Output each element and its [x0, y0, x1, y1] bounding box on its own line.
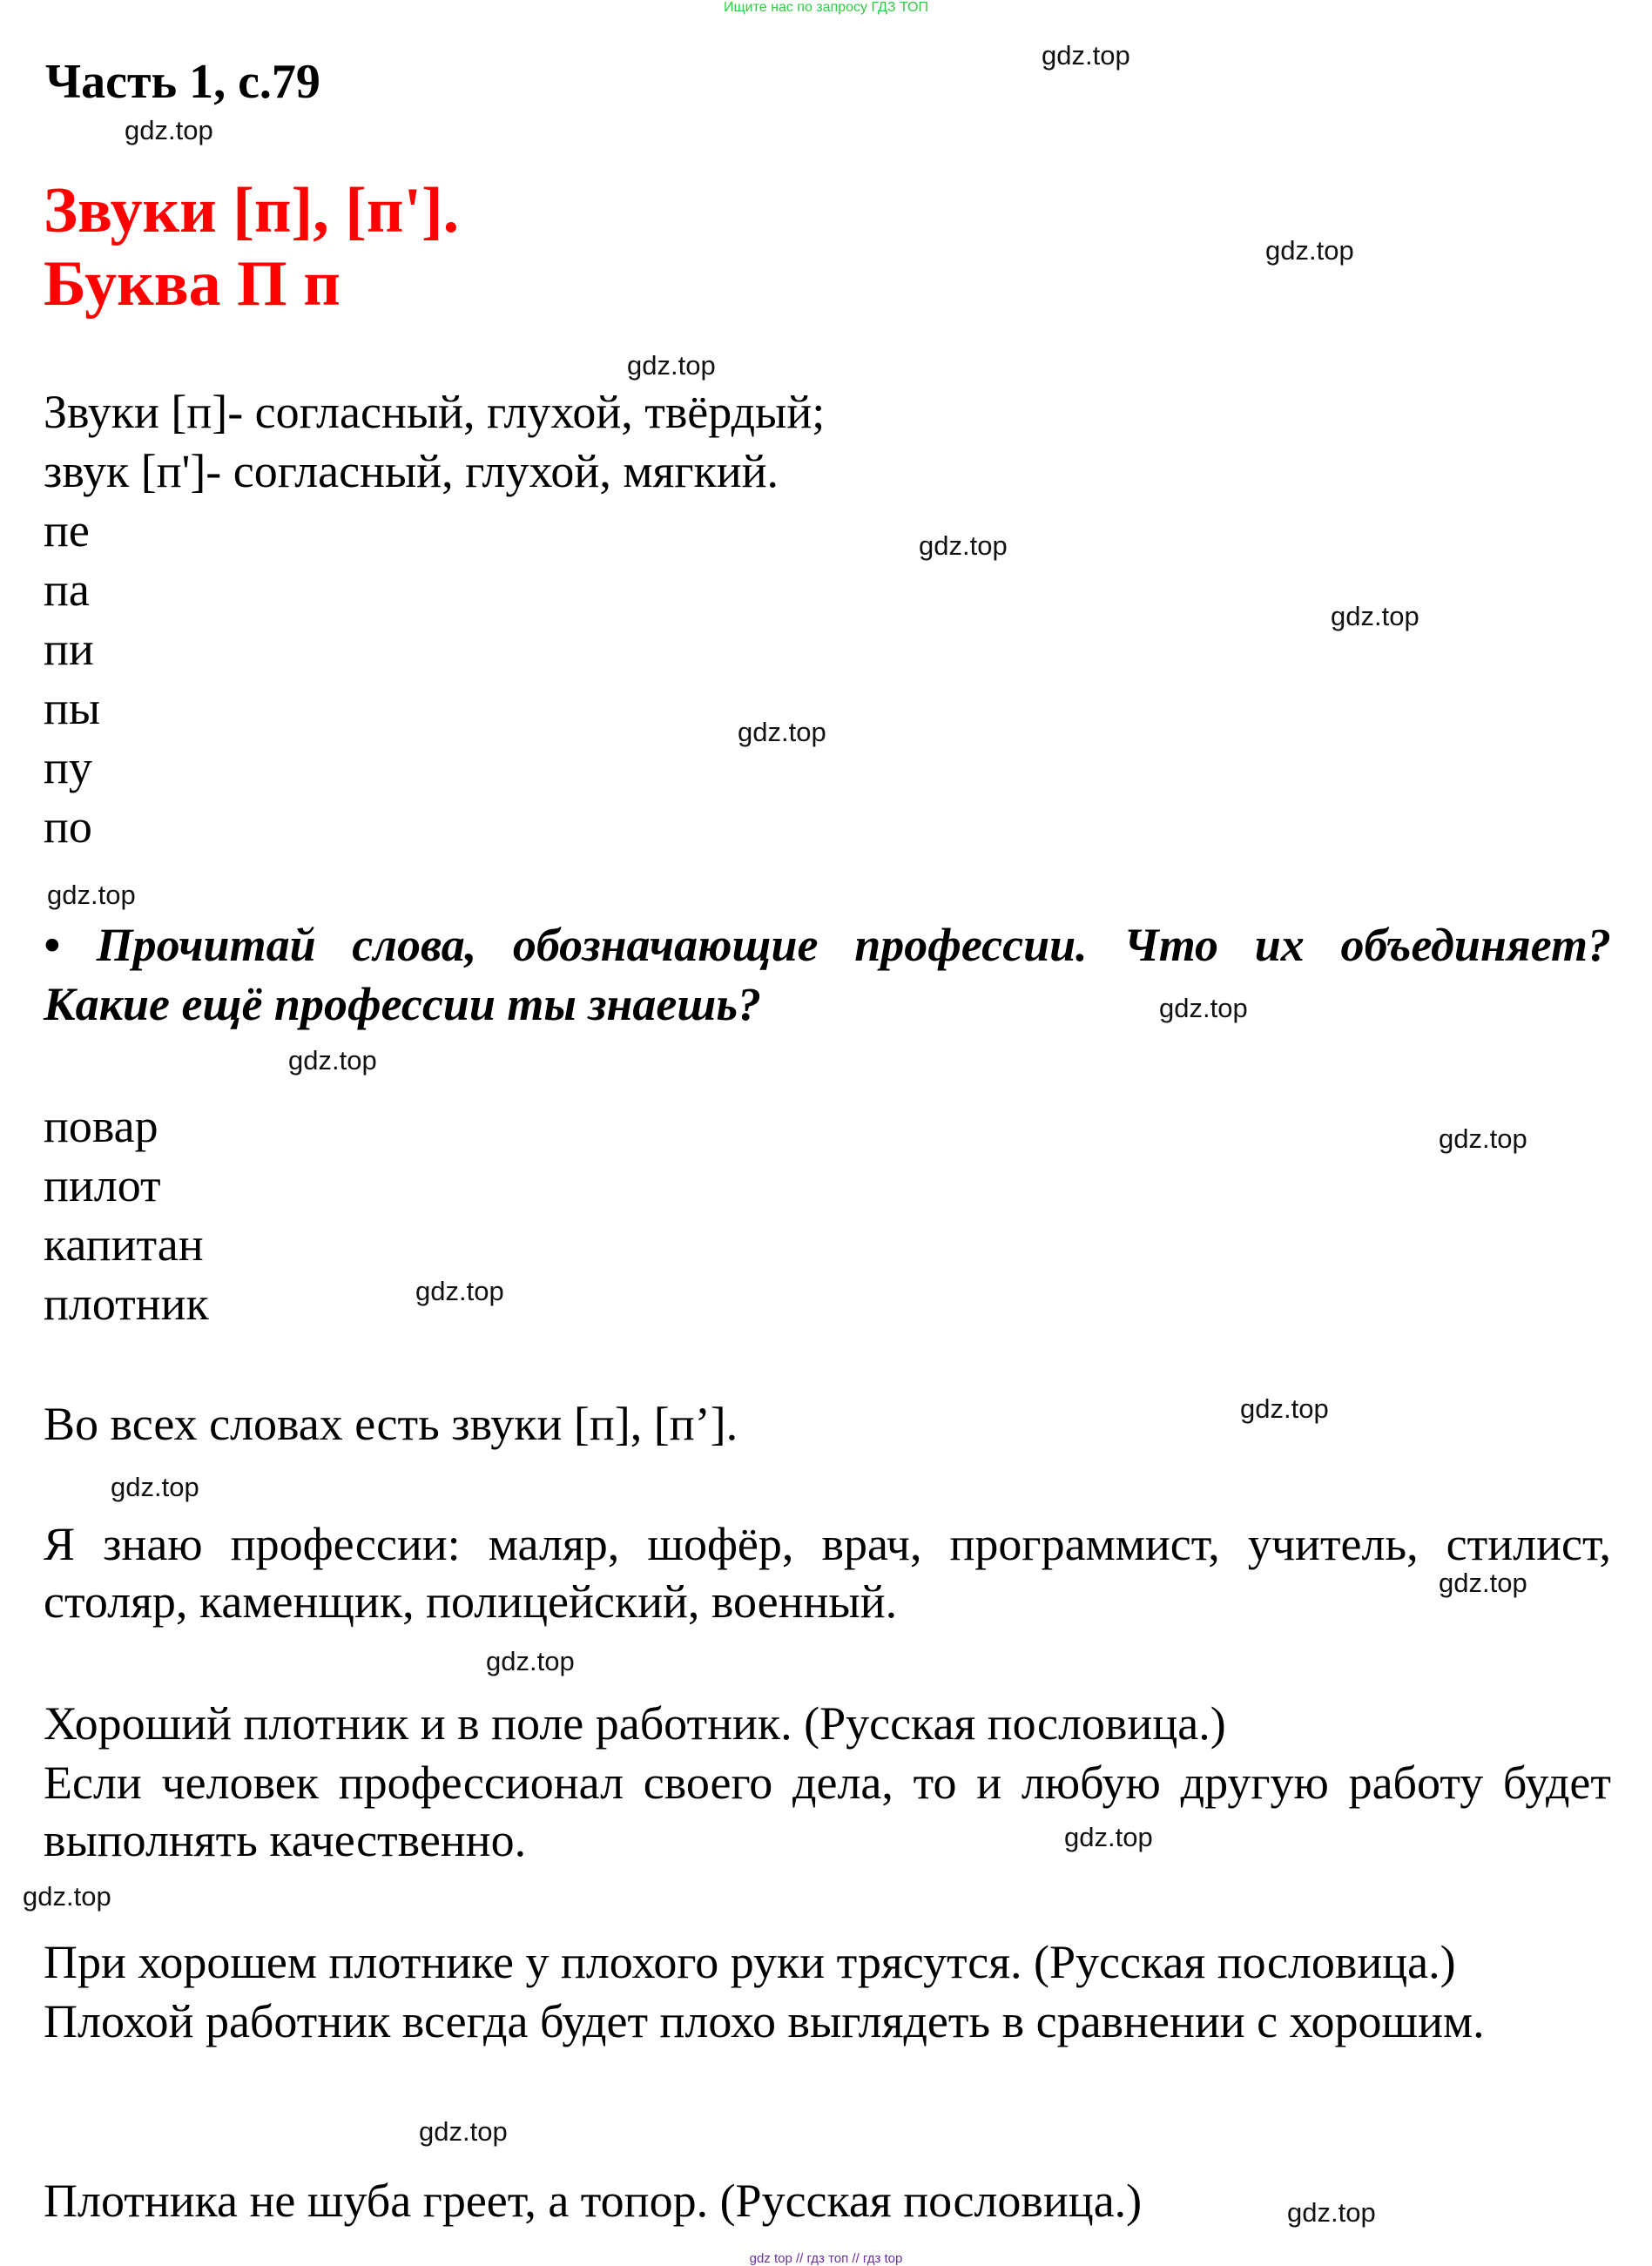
- syllable: па: [44, 563, 90, 616]
- watermark: gdz.top: [1439, 1123, 1527, 1154]
- task-question-line-1: [44, 916, 1611, 974]
- watermark: gdz.top: [1240, 1393, 1329, 1424]
- watermark: gdz.top: [125, 115, 213, 145]
- page-reference: Часть 1, с.79: [45, 55, 320, 109]
- proverb-2: При хорошем плотнике у плохого руки трясутся. (Русская пословица.): [44, 1936, 1456, 1988]
- proverb-1: Хороший плотник и в поле работник. (Русская пословица.): [44, 1697, 1226, 1750]
- syllable: пе: [44, 504, 90, 556]
- watermark: gdz.top: [288, 1045, 377, 1076]
- answer-known-professions: Я знаю профессии: маляр, шофёр, врач, программист, учитель, стилист, столяр, каменщик, полицейский, военный.: [44, 1518, 1611, 1628]
- watermark: gdz.top: [1042, 40, 1130, 71]
- proverb-1-meaning: Если человек профессионал своего дела, то и любую другую работу будет выполнять качественно.: [44, 1757, 1611, 1866]
- task-question-text: Прочитай слова, обозначающие профессии. Что их объединяет?: [96, 919, 1611, 971]
- syllable: пи: [44, 623, 94, 675]
- watermark: gdz.top: [1265, 235, 1354, 266]
- syllable: пы: [44, 682, 101, 734]
- watermark: gdz.top: [1064, 1822, 1153, 1852]
- top-banner-link[interactable]: Ищите нас по запросу ГДЗ ТОП: [724, 0, 928, 15]
- lesson-title-letter: Буква П п: [44, 248, 341, 320]
- watermark: gdz.top: [1159, 993, 1248, 1023]
- watermark: gdz.top: [919, 530, 1008, 561]
- lesson-title-sounds: Звуки [п], [п'].: [44, 175, 460, 246]
- profession-word: повар: [44, 1100, 158, 1152]
- watermark: gdz.top: [738, 717, 826, 747]
- profession-word: плотник: [44, 1278, 209, 1330]
- syllable: по: [44, 800, 92, 853]
- watermark: gdz.top: [1439, 1568, 1527, 1598]
- watermark: gdz.top: [415, 1276, 504, 1306]
- proverb-2-meaning: Плохой работник всегда будет плохо выглядеть в сравнении с хорошим.: [44, 1995, 1485, 2047]
- watermark: gdz.top: [1287, 2197, 1376, 2228]
- sound-hard-description: Звуки [п]- согласный, глухой, твёрдый;: [44, 386, 826, 438]
- watermark: gdz.top: [486, 1646, 575, 1676]
- proverb-3: Плотника не шуба греет, а топор. (Русская пословица.): [44, 2175, 1143, 2227]
- profession-word: пилот: [44, 1159, 161, 1211]
- bottom-banner-link[interactable]: gdz top // гдз топ // гдз top: [749, 2251, 903, 2266]
- watermark: gdz.top: [23, 1881, 111, 1912]
- watermark: gdz.top: [47, 880, 136, 910]
- profession-word: капитан: [44, 1218, 204, 1271]
- watermark: gdz.top: [111, 1472, 199, 1502]
- watermark: gdz.top: [1331, 601, 1419, 631]
- sound-soft-description: звук [п']- согласный, глухой, мягкий.: [44, 445, 779, 497]
- task-question-line-2: Какие ещё профессии ты знаешь?: [44, 978, 762, 1030]
- bullet: •: [44, 919, 60, 971]
- watermark: gdz.top: [419, 2116, 508, 2147]
- answer-common-sounds: Во всех словах есть звуки [п], [п’].: [44, 1398, 738, 1450]
- syllable: пу: [44, 741, 92, 793]
- watermark: gdz.top: [627, 350, 716, 381]
